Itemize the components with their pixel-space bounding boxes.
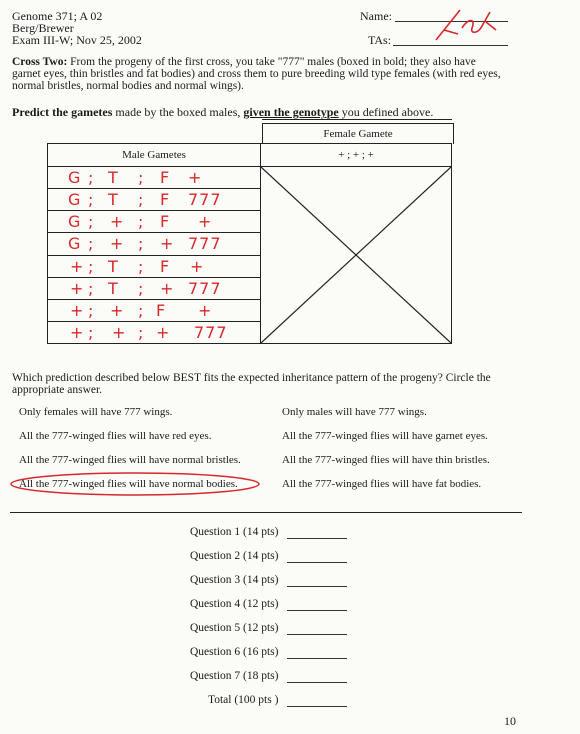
score-q6: Question 6 (16 pts) xyxy=(190,646,279,658)
predict-bold-2: given the genotype xyxy=(243,105,339,119)
key-mark-icon xyxy=(430,4,500,44)
cross-text-1: From the progeny of the first cross, you take "777" males (boxed in bold; they also have xyxy=(70,56,476,68)
cross-label: Cross Two: xyxy=(12,56,68,68)
predict-underline xyxy=(262,119,452,120)
gamete-row-1: G ; T ; F + xyxy=(48,167,261,189)
choice-left-1[interactable]: Only females will have 777 wings. xyxy=(19,406,173,418)
female-gamete-cell xyxy=(261,167,452,344)
predict-bold-1: Predict the gametes xyxy=(12,105,113,119)
gamete-locus: F xyxy=(160,256,171,276)
score-q4: Question 4 (12 pts) xyxy=(190,598,279,610)
divider xyxy=(10,512,522,513)
female-gamete-header: Female Gamete xyxy=(262,123,454,144)
prediction-question xyxy=(12,372,572,396)
course-line: Genome 371; A 02 xyxy=(12,9,103,23)
gamete-locus: + xyxy=(112,322,127,342)
choice-left-3[interactable]: All the 777-winged flies will have normal bristles. xyxy=(19,454,241,466)
choice-right-2[interactable]: All the 777-winged flies will have garnet eyes. xyxy=(282,430,488,442)
gamete-locus: F xyxy=(160,168,171,187)
choice-right-1[interactable]: Only males will have 777 wings. xyxy=(282,406,427,418)
gamete-row-7: + ; + ; F + xyxy=(48,299,261,321)
gamete-locus: + xyxy=(70,278,85,298)
gamete-wing: + xyxy=(198,212,213,232)
choice-left-4[interactable]: All the 777-winged flies will have normal bodies. xyxy=(19,478,238,490)
predict-end: you defined above. xyxy=(338,105,434,119)
choice-right-3[interactable]: All the 777-winged flies will have thin bristles. xyxy=(282,454,490,466)
gamete-row-5: + ; T ; F + xyxy=(48,255,261,277)
gamete-locus: T xyxy=(108,256,119,276)
gamete-row-6: + ; T ; + 777 xyxy=(48,277,261,299)
gamete-wing: 777 xyxy=(194,322,228,342)
gamete-wing: 777 xyxy=(188,278,222,298)
score-q1: Question 1 (14 pts) xyxy=(190,526,279,538)
gamete-row-4: G ; + ; + 777 xyxy=(48,233,261,255)
cross-text-2: garnet eyes, thin bristles and fat bodies) and cross them to pure breeding wild type females (with red eyes, xyxy=(12,68,501,80)
gamete-wing: + xyxy=(188,168,203,187)
gamete-locus: + xyxy=(70,256,85,276)
exam-line: Exam III-W; Nov 25, 2002 xyxy=(12,33,142,47)
score-blank[interactable] xyxy=(287,658,347,659)
gamete-locus: T xyxy=(108,190,119,210)
gamete-locus: + xyxy=(160,234,175,254)
tas-label: TAs: xyxy=(368,33,392,47)
question-line-1: Which prediction described below BEST fits the expected inheritance pattern of the progeny? Circle the xyxy=(12,372,491,384)
score-total: Total (100 pts ) xyxy=(208,694,279,706)
male-gametes-header: Male Gametes xyxy=(48,144,261,167)
gamete-locus: G xyxy=(68,190,82,210)
gamete-locus: T xyxy=(108,168,119,187)
gamete-wing: 777 xyxy=(188,234,222,254)
score-blank[interactable] xyxy=(287,562,347,563)
score-blank[interactable] xyxy=(287,538,347,539)
instructors-line: Berg/Brewer xyxy=(12,21,74,35)
predict-mid: made by the boxed males, xyxy=(112,105,244,119)
gamete-locus: G xyxy=(68,168,82,187)
gamete-locus: F xyxy=(160,212,171,232)
name-label: Name: xyxy=(360,9,392,23)
gamete-locus: F xyxy=(160,190,171,210)
page-number: 10 xyxy=(504,714,516,728)
score-blank[interactable] xyxy=(287,586,347,587)
cross-paragraph xyxy=(12,56,572,92)
choice-right-4[interactable]: All the 777-winged flies will have fat bodies. xyxy=(282,478,482,490)
gamete-locus: + xyxy=(156,322,171,342)
cross-text-3: normal bristles, normal bodies and normal wings). xyxy=(12,80,244,92)
gamete-locus: + xyxy=(70,322,85,342)
score-blank[interactable] xyxy=(287,634,347,635)
gamete-locus: G xyxy=(68,212,82,232)
question-line-2: appropriate answer. xyxy=(12,384,103,396)
score-q2: Question 2 (14 pts) xyxy=(190,550,279,562)
choice-left-2[interactable]: All the 777-winged flies will have red eyes. xyxy=(19,430,212,442)
score-blank[interactable] xyxy=(287,706,347,707)
predict-line xyxy=(12,105,433,120)
gamete-locus: G xyxy=(68,234,82,254)
gamete-locus: + xyxy=(160,278,175,298)
tas-blank[interactable] xyxy=(393,45,508,46)
gamete-locus: F xyxy=(156,300,167,320)
answer-circle-icon xyxy=(8,470,263,498)
female-genotype: + ; + ; + xyxy=(261,144,452,167)
gamete-locus: + xyxy=(110,234,125,254)
score-blank[interactable] xyxy=(287,610,347,611)
gamete-locus: T xyxy=(108,278,119,298)
gamete-table xyxy=(47,143,452,344)
gamete-row-8: + ; + ; + 777 xyxy=(48,321,261,343)
gamete-row-2: G ; T ; F 777 xyxy=(48,189,261,211)
gamete-locus: + xyxy=(70,300,85,320)
gamete-row-3: G ; + ; F + xyxy=(48,211,261,233)
gamete-wing: + xyxy=(190,256,205,276)
score-blank[interactable] xyxy=(287,682,347,683)
gamete-locus: + xyxy=(110,212,125,232)
score-q3: Question 3 (14 pts) xyxy=(190,574,279,586)
score-q7: Question 7 (18 pts) xyxy=(190,670,279,682)
score-q5: Question 5 (12 pts) xyxy=(190,622,279,634)
gamete-locus: + xyxy=(110,300,125,320)
gamete-wing: 777 xyxy=(188,190,222,210)
crossed-out-mark xyxy=(261,167,451,343)
gamete-wing: + xyxy=(198,300,213,320)
